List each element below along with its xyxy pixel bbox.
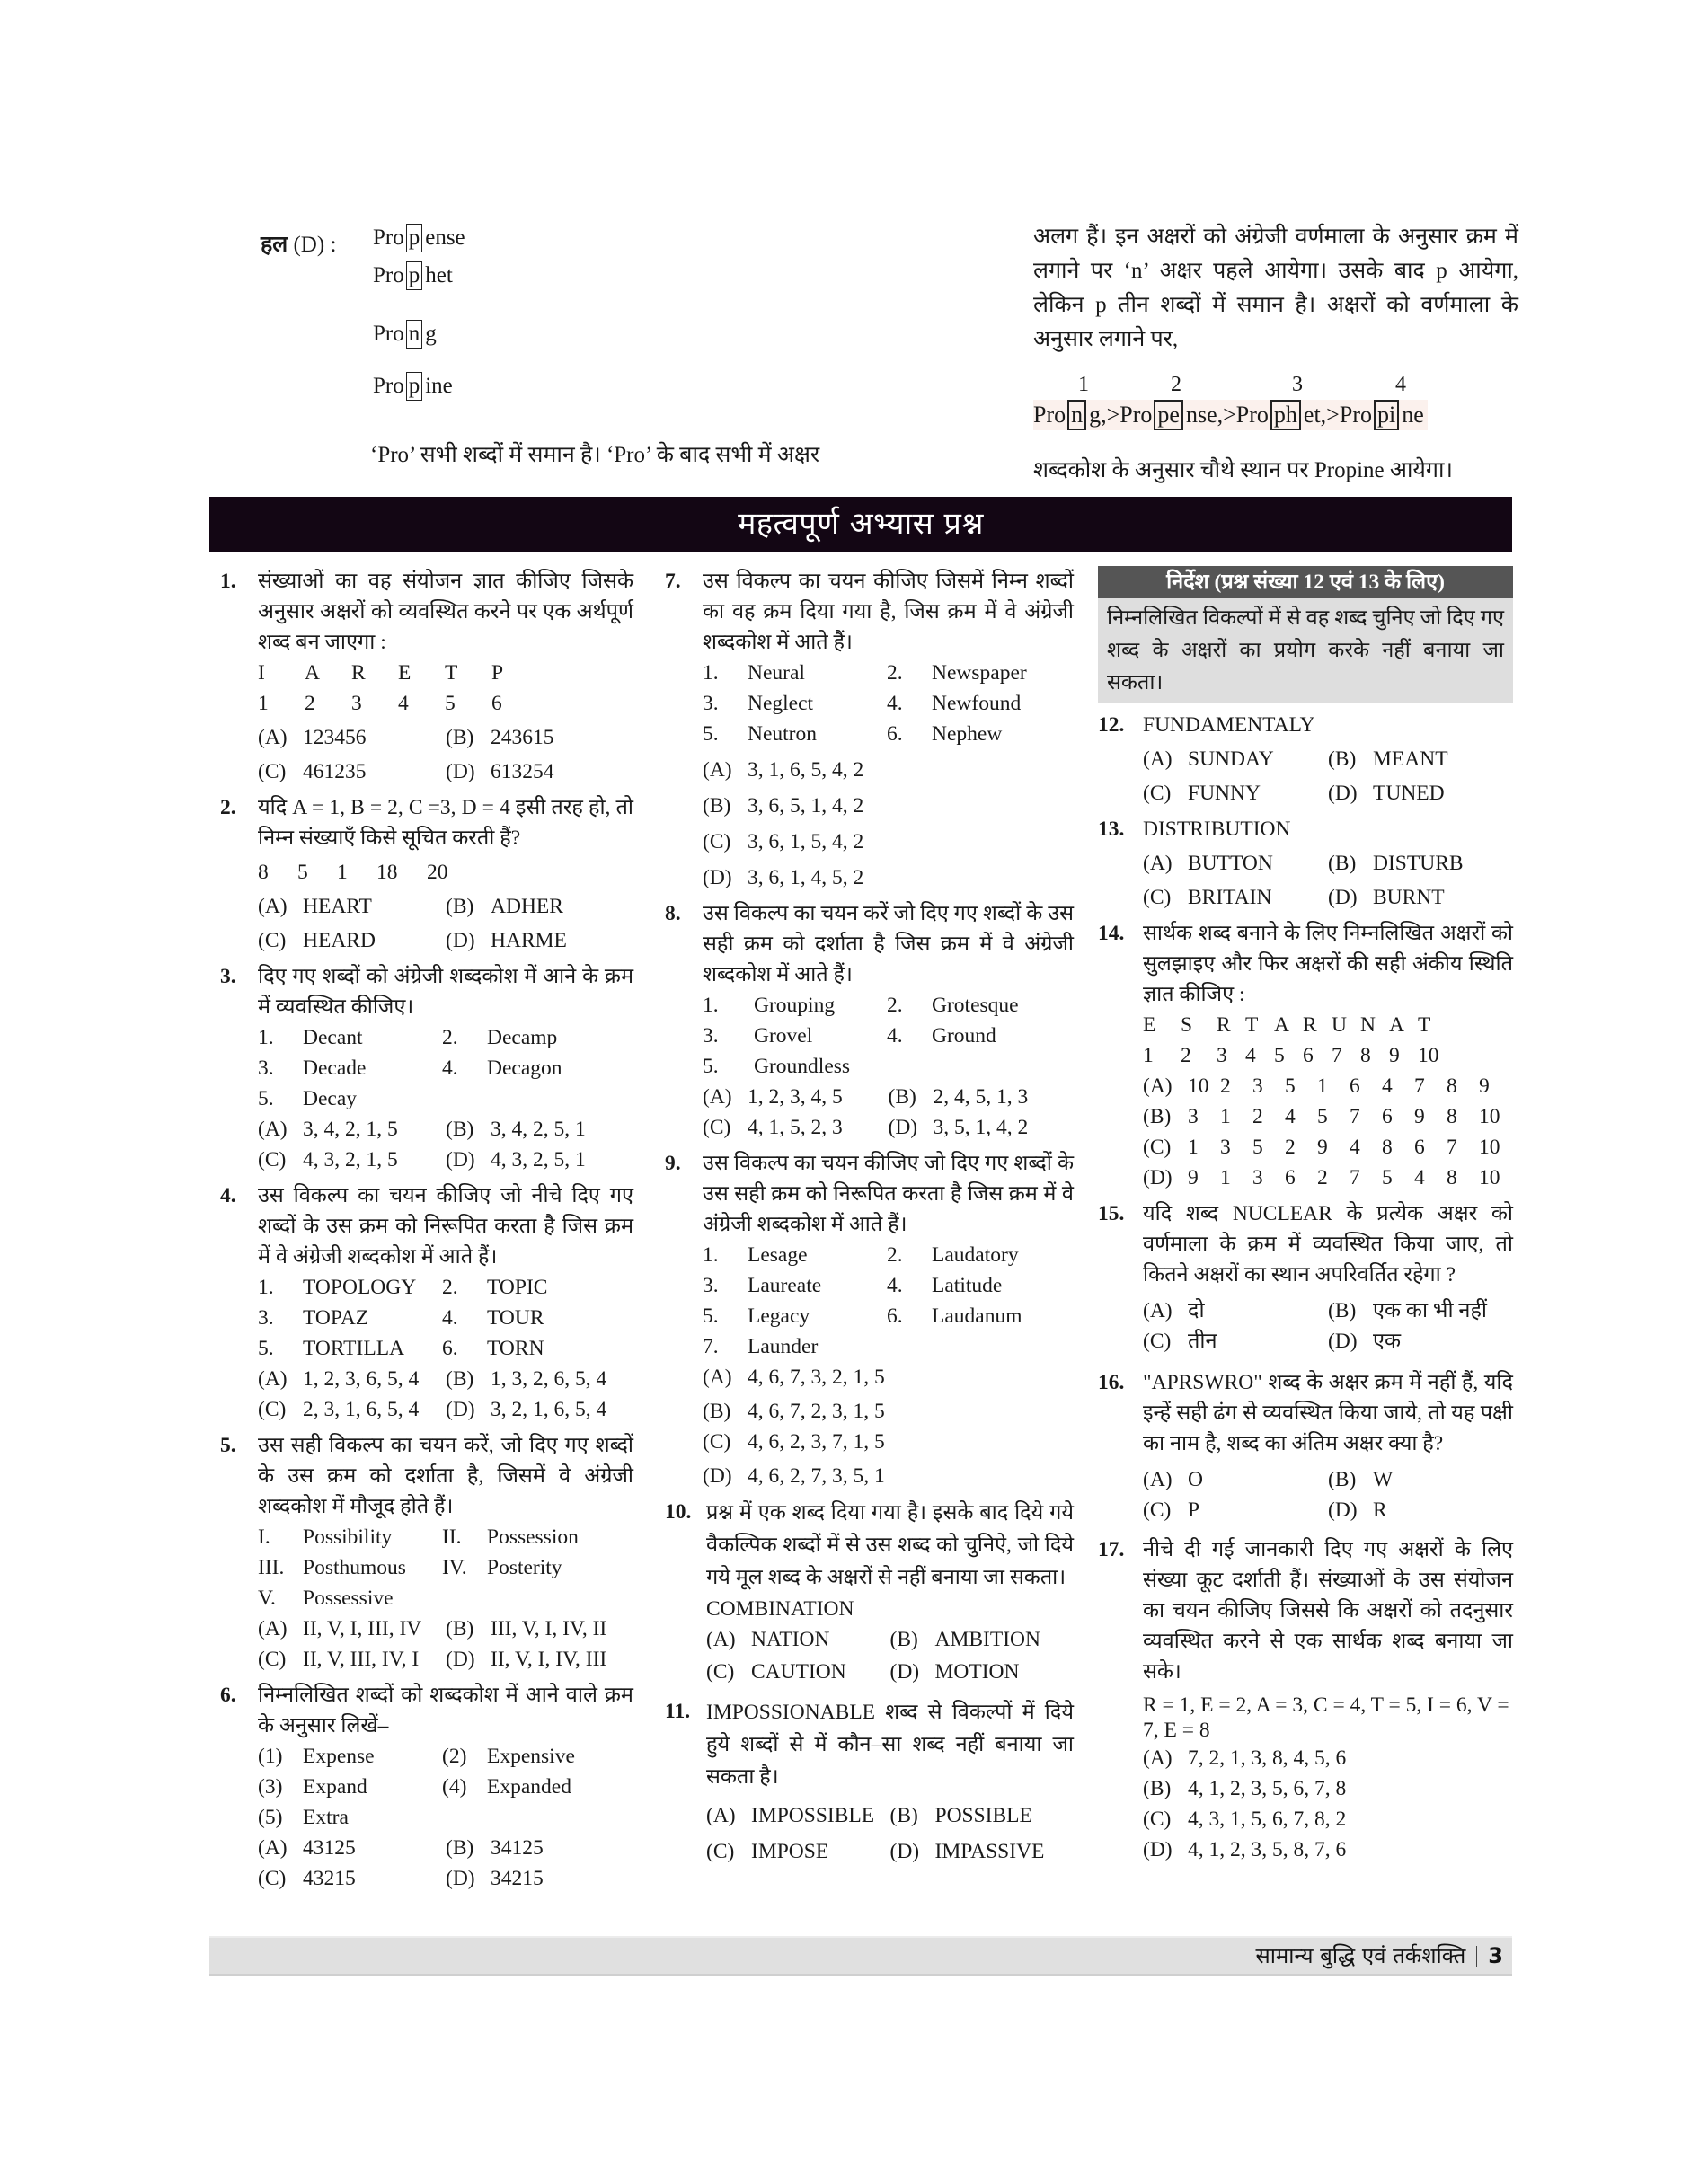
option-b[interactable]: (B) W [1328,1468,1394,1491]
option-a[interactable]: (A) 3, 1, 6, 5, 4, 2 [703,758,864,782]
option-b[interactable]: (B) 3, 4, 2, 5, 1 [446,1118,586,1141]
list-item: IV. Posterity [442,1556,562,1579]
list-item: 1. Neural [703,661,805,685]
list-item: 4. Decagon [442,1056,562,1080]
option-d[interactable]: (D) 3, 2, 1, 6, 5, 4 [446,1398,607,1421]
option-b[interactable]: (B) 3, 6, 5, 1, 4, 2 [703,794,864,818]
list-item: 4. Ground [887,1024,996,1048]
list-item: (4) Expanded [442,1775,571,1799]
option-d[interactable]: (D) 34215 [446,1867,544,1890]
list-item: 2. Grotesque [887,994,1019,1017]
list-item: 1. Grouping [703,994,836,1017]
order-number: 2 [1171,373,1181,396]
list-item: 2. TOPIC [442,1276,548,1299]
question-number: 15. [1098,1202,1125,1225]
option-c[interactable]: (C) तीन [1143,1330,1217,1353]
question-17 [1098,1534,1513,1865]
question-number: 14. [1098,922,1125,945]
option-d[interactable]: (D) TUNED [1328,782,1445,805]
given-word: FUNDAMENTALY [1143,713,1315,737]
page-footer [209,1936,1512,1976]
option-d[interactable]: (D) IMPASSIVE [889,1840,1045,1863]
directive-body: निम्नलिखित विकल्पों में से वह शब्द चुनिए जो दिए गए शब्द के अक्षरों का प्रयोग करके नहीं बनाया जा सकता। [1098,598,1513,703]
question-14 [1098,918,1513,1193]
letter-code: R = 1, E = 2, A = 3, C = 4, T = 5, I = 6, V = 7, E = 8 [1143,1693,1509,1742]
question-7 [665,566,1074,893]
list-item: 4. Newfound [887,692,1022,715]
question-13 [1098,814,1513,913]
question-number: 2. [220,796,236,819]
question-3 [220,961,633,1175]
question-text: निम्नलिखित शब्दों को शब्दकोश में आने वाले क्रम के अनुसार लिखें– [258,1684,633,1737]
option-d[interactable]: (D) HARME [446,929,567,952]
footer-title: सामान्य बुद्धि एवं तर्कशक्ति [1255,1943,1466,1968]
option-c[interactable]: (C) 4, 1, 5, 2, 3 [703,1116,843,1139]
question-text: यदि A = 1, B = 2, C =3, D = 4 इसी तरह हो, तो निम्न संख्याएँ किसे सूचित करती हैं? [258,796,633,850]
list-item: 7. Launder [703,1335,819,1358]
question-text: यदि शब्द NUCLEAR के प्रत्येक अक्षर को वर्णमाला के क्रम में व्यवस्थित किया जाए, तो कितने अक्षरों का स्थान अपरिवर्तित रहेगा ? [1143,1202,1513,1286]
column-3 [1098,566,1513,1870]
option-c[interactable]: (C) CAUTION [706,1660,846,1684]
question-number: 6. [220,1684,236,1707]
list-item: (5) Extra [258,1806,349,1829]
list-item: 3. Grovel [703,1024,813,1048]
question-text: प्रश्न में एक शब्द दिया गया है। इसके बाद दिये गये वैकल्पिक शब्दों में से उस शब्द को चुनिऐ, जो दिये गये मूल शब्द के अक्षरों से नहीं बनाया जा सकता। [706,1501,1074,1589]
list-item: 1. TOPOLOGY [258,1276,417,1299]
question-text: उस विकल्प का चयन कीजिए जो दिए गए शब्दों के उस सही क्रम को निरूपित करता है जिस क्रम में वे अंग्रेजी शब्दकोश में आते हैं। [703,1152,1074,1236]
list-item: 2. Laudatory [887,1243,1019,1267]
question-number: 17. [1098,1538,1125,1561]
question-number: 13. [1098,818,1125,841]
directive-box [1098,566,1513,703]
list-item: (1) Expense [258,1745,375,1768]
question-2 [220,792,633,956]
option-d[interactable]: (D) MOTION [889,1660,1020,1684]
question-text: नीचे दी गई जानकारी दिए गए अक्षरों के लिए संख्या कूट दर्शाती हैं। संख्याओं के उस संयोजन का चयन कीजिए जिससे कि अक्षरों को तदनुसार व्यवस्थित करने से एक सार्थक शब्द बनाया जा सके। [1143,1538,1513,1684]
order-line: Pro n g,>Pro pe nse,>Pro ph et,>Pro pi ne [1033,400,1428,430]
number-row: 1 2 3 4 5 6 [258,692,502,715]
question-number: 3. [220,965,236,988]
option-b[interactable]: (B) POSSIBLE [889,1804,1032,1827]
solution-note-right: अलग हैं। इन अक्षरों को अंग्रेजी वर्णमाला के अनुसार क्रम में लगाने पर ‘n’ अक्षर पहले आयेगा। उसके बाद p आयेगा, लेकिन p तीन शब्दों में समान है। अक्षरों को वर्णमाला के अनुसार लगाने पर, [1033,225,1518,351]
option-d[interactable]: (D) 4, 1, 2, 3, 5, 8, 7, 6 [1143,1838,1347,1861]
option-c[interactable]: (C) 3, 6, 1, 5, 4, 2 [703,830,864,853]
option-d[interactable]: (D) 3, 5, 1, 4, 2 [888,1116,1029,1139]
option-a[interactable]: (A) BUTTON [1143,852,1273,875]
list-item: 3. Neglect [703,692,814,715]
question-text: उस विकल्प का चयन करें जो दिए गए शब्दों के उस सही क्रम को दर्शाता है जिस क्रम में वे अंग्रेजी शब्दकोश में आते हैं। [703,902,1074,986]
list-item: II. Possession [442,1525,579,1549]
solution-word: Pro p ense [373,223,465,253]
option-a[interactable]: (A) NATION [706,1628,830,1651]
page-number: 3 [1488,1943,1503,1968]
question-text: उस विकल्प का चयन कीजिए जो नीचे दिए गए शब्दों के उस क्रम को निरूपित करता है जिस क्रम में वे अंग्रेजी शब्दकोश में आते हैं। [258,1184,633,1269]
question-number: 9. [665,1152,681,1175]
option-d[interactable]: (D) 4, 6, 2, 7, 3, 5, 1 [703,1464,885,1488]
section-banner: महत्वपूर्ण अभ्यास प्रश्न [209,497,1512,552]
option-a[interactable]: (A) SUNDAY [1143,747,1274,771]
option-c[interactable]: (C) 4, 3, 1, 5, 6, 7, 8, 2 [1143,1808,1347,1831]
question-16 [1098,1367,1513,1525]
question-number: 5. [220,1434,236,1457]
list-item: 6. Nephew [887,722,1003,746]
option-d[interactable]: (D) II, V, I, IV, III [446,1648,607,1671]
list-item: 2. Decamp [442,1026,558,1049]
option-b[interactable]: (B) 1, 3, 2, 6, 5, 4 [446,1367,607,1391]
option-b[interactable]: (B) 3 1 2 4 5 7 6 9 8 10 [1143,1105,1500,1128]
column-1 [220,566,633,1899]
list-item: 4. TOUR [442,1306,544,1330]
question-text: संख्याओं का वह संयोजन ज्ञात कीजिए जिसके अनुसार अक्षरों को व्यवस्थित करने पर एक अर्थपूर्ण शब्द बन जाएगा : [258,570,633,654]
list-item: 1. Lesage [703,1243,808,1267]
number-row: 1 2 3 4 5 6 7 8 9 10 [1143,1044,1439,1067]
list-item: 6. TORN [442,1337,544,1360]
question-number: 16. [1098,1371,1125,1394]
solution-label [261,228,336,259]
question-10 [665,1497,1074,1687]
option-a[interactable]: (A) 3, 4, 2, 1, 5 [258,1118,398,1141]
option-b[interactable]: (B) ADHER [446,895,563,918]
option-d[interactable]: (D) R [1328,1498,1387,1522]
option-a[interactable]: (A) 1, 2, 3, 4, 5 [703,1085,843,1109]
number-row: 8 5 1 18 20 [258,861,448,884]
option-b[interactable]: (B) 4, 1, 2, 3, 5, 6, 7, 8 [1143,1777,1347,1800]
option-a[interactable]: (A) 10 2 3 5 1 6 4 7 8 9 [1143,1074,1490,1098]
solution-note-left: ‘Pro’ सभी शब्दों में समान है। ‘Pro’ के बाद सभी में अक्षर [370,443,820,467]
question-1 [220,566,633,787]
option-b[interactable]: (B) 34125 [446,1836,544,1860]
option-a[interactable]: (A) 43125 [258,1836,356,1860]
list-item: I. Possibility [258,1525,393,1549]
option-a[interactable]: (A) 4, 6, 7, 3, 2, 1, 5 [703,1366,885,1389]
question-5 [220,1430,633,1675]
option-d[interactable]: (D) 9 1 3 6 2 7 5 4 8 10 [1143,1166,1500,1189]
order-number: 1 [1078,373,1089,396]
question-number: 10. [665,1500,692,1524]
order-number: 3 [1292,373,1303,396]
option-c[interactable]: (C) 4, 6, 2, 3, 7, 1, 5 [703,1430,885,1454]
question-4 [220,1180,633,1425]
question-number: 7. [665,570,681,593]
option-a[interactable]: (A) दो [1143,1299,1205,1322]
solution-hal: हल [261,233,288,257]
column-2 [665,566,1074,1872]
list-item: 6. Laudanum [887,1304,1022,1328]
option-a[interactable]: (A) 1, 2, 3, 6, 5, 4 [258,1367,420,1391]
question-number: 8. [665,902,681,925]
option-b[interactable]: (B) 243615 [446,726,554,749]
given-word: COMBINATION [706,1597,854,1621]
dictionary-order [1033,373,1518,436]
option-a[interactable]: (A) HEART [258,895,372,918]
option-b[interactable]: (B) AMBITION [889,1628,1040,1651]
question-8 [665,898,1074,1143]
question-text: उस विकल्प का चयन कीजिए जिसमें निम्न शब्दों का वह क्रम दिया गया है, जिस क्रम में वे अंग्रेजी शब्दकोश में आते हैं। [703,570,1074,654]
letter-row: I A R E T P [258,661,504,685]
option-b[interactable]: (B) 2, 4, 5, 1, 3 [888,1085,1029,1109]
letter-row: E S R T A R U N A T [1143,1013,1431,1037]
option-c[interactable]: (C) IMPOSE [706,1840,829,1863]
question-12 [1098,710,1513,809]
question-15 [1098,1198,1513,1357]
solution-answer: (D) : [293,233,337,257]
solution-word: Pro p ine [373,371,453,402]
option-c[interactable]: (C) BRITAIN [1143,886,1272,909]
question-number: 11. [665,1700,691,1723]
option-b[interactable]: (B) MEANT [1328,747,1448,771]
question-9 [665,1148,1074,1491]
question-text: सार्थक शब्द बनाने के लिए निम्नलिखित अक्षरों को सुलझाइए और फिर अक्षरों की सही अंकीय स्थिति ज्ञात कीजिए : [1143,922,1513,1006]
option-b[interactable]: (B) III, V, I, IV, II [446,1617,607,1640]
option-d[interactable]: (D) 4, 3, 2, 5, 1 [446,1148,586,1171]
list-item: 3. Decade [258,1056,367,1080]
option-c[interactable]: (C) 461235 [258,760,367,783]
option-d[interactable]: (D) 3, 6, 1, 4, 5, 2 [703,866,864,889]
question-number: 12. [1098,713,1125,737]
option-c[interactable]: (C) HEARD [258,929,376,952]
option-b[interactable]: (B) DISTURB [1328,852,1464,875]
option-a[interactable]: (A) 7, 2, 1, 3, 8, 4, 5, 6 [1143,1746,1347,1770]
question-text: IMPOSSIONABLE शब्द से विकल्पों में दिये हुये शब्दों से में कौन–सा शब्द नहीं बनाया जा सकता है। [706,1701,1074,1789]
list-item: 3. Laureate [703,1274,822,1297]
question-number: 1. [220,570,236,593]
option-d[interactable]: (D) एक [1328,1330,1402,1353]
option-a[interactable]: (A) O [1143,1468,1203,1491]
option-c[interactable]: (C) 4, 3, 2, 1, 5 [258,1148,398,1171]
list-item: V. Possessive [258,1587,394,1610]
option-c[interactable]: (C) P [1143,1498,1200,1522]
option-c[interactable]: (C) II, V, III, IV, I [258,1648,420,1671]
question-number: 4. [220,1184,236,1207]
given-word: DISTRIBUTION [1143,818,1291,841]
solution-word: Pro n g [373,319,437,349]
option-d[interactable]: (D) BURNT [1328,886,1445,909]
option-d[interactable]: (D) 613254 [446,760,554,783]
question-6 [220,1680,633,1894]
option-b[interactable]: (B) 4, 6, 7, 2, 3, 1, 5 [703,1400,885,1423]
order-number: 4 [1395,373,1406,396]
question-text: दिए गए शब्दों को अंग्रेजी शब्दकोश में आने के क्रम में व्यवस्थित कीजिए। [258,965,633,1019]
list-item: 1. Decant [258,1026,363,1049]
option-a[interactable]: (A) 123456 [258,726,367,749]
list-item: 5. TORTILLA [258,1337,405,1360]
list-item: 2. Newspaper [887,661,1027,685]
option-c[interactable]: (C) 2, 3, 1, 6, 5, 4 [258,1398,420,1421]
list-item: 5. Decay [258,1087,358,1110]
footer-text [1255,1938,1503,1974]
option-c[interactable]: (C) 1 3 5 2 9 4 8 6 7 10 [1143,1136,1500,1159]
list-item: 5. Neutron [703,722,818,746]
footer-divider [1476,1946,1477,1967]
option-c[interactable]: (C) FUNNY [1143,782,1261,805]
question-text: उस सही विकल्प का चयन करें, जो दिए गए शब्दों के उस क्रम को दर्शाता है, जिसमें वे अंग्रेजी शब्दकोश में मौजूद होते हैं। [258,1434,633,1518]
list-item: 4. Latitude [887,1274,1003,1297]
option-a[interactable]: (A) IMPOSSIBLE [706,1804,875,1827]
list-item: 3. TOPAZ [258,1306,369,1330]
question-11 [665,1696,1074,1867]
list-item: (3) Expand [258,1775,367,1799]
solution-conclusion: शब्दकोश के अनुसार चौथे स्थान पर Propine आयेगा। [1033,458,1453,482]
list-item: 5. Legacy [703,1304,810,1328]
list-item: III. Posthumous [258,1556,406,1579]
list-item: 5. Groundless [703,1055,851,1078]
option-c[interactable]: (C) 43215 [258,1867,356,1890]
solution-word: Pro p het [373,261,453,291]
question-text: "APRSWRO" शब्द के अक्षर क्रम में नहीं हैं, यदि इन्हें सही ढंग से व्यवस्थित किया जाये, तो यह पक्षी का नाम है, शब्द का अंतिम अक्षर क्या है? [1143,1371,1513,1455]
list-item: (2) Expensive [442,1745,575,1768]
option-b[interactable]: (B) एक का भी नहीं [1328,1299,1488,1322]
directive-title: निर्देश (प्रश्न संख्या 12 एवं 13 के लिए) [1098,566,1513,598]
option-a[interactable]: (A) II, V, I, III, IV [258,1617,422,1640]
